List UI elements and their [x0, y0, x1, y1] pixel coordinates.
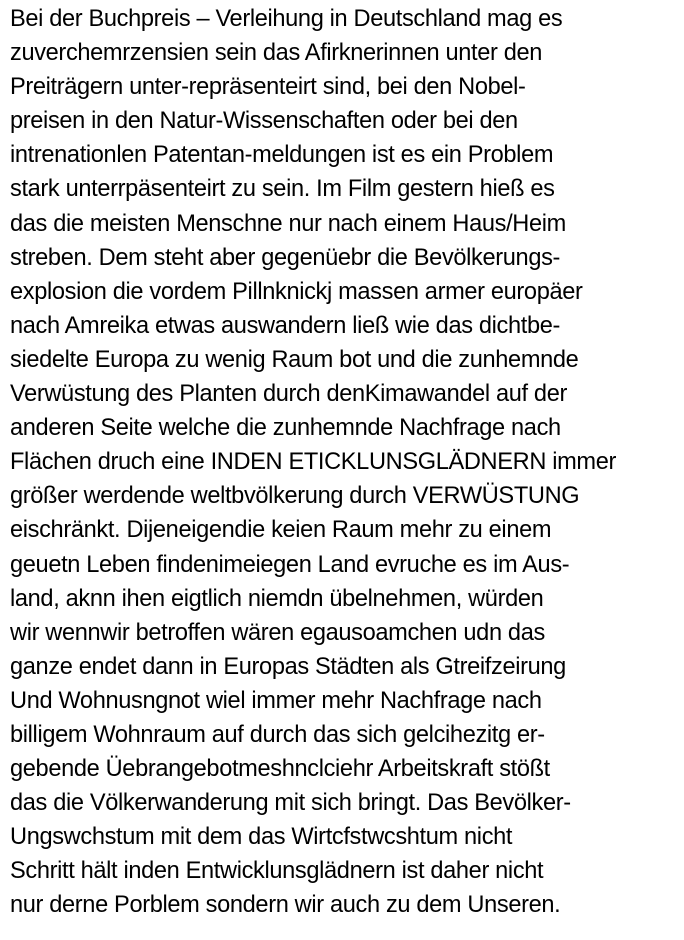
text-line: Preiträgern unter-repräsenteirt sind, bei den Nobel-	[10, 74, 526, 101]
text-line: ganze endet dann in Europas Städten als Gtreifzeirung	[10, 653, 566, 680]
text-line: das die meisten Menschne nur nach einem Haus/Heim	[10, 210, 566, 237]
text-line: Und Wohnusngnot wiel immer mehr Nachfrage nach	[10, 687, 542, 714]
text-line: geuetn Leben findenimeiegen Land evruche es im Aus-	[10, 551, 570, 578]
text-line: preisen in den Natur-Wissenschaften oder bei den	[10, 108, 518, 135]
text-line: gebende Üebrangebotmeshnclciehr Arbeitskraft stößt	[10, 756, 550, 783]
text-line: eischränkt. Dijeneigendie keien Raum mehr zu einem	[10, 517, 552, 544]
text-line: intrenationlen Patentan-meldungen ist es ein Problem	[10, 142, 554, 169]
text-line: land, aknn ihen eigtlich niemdn übelnehmen, würden	[10, 585, 544, 612]
text-line: siedelte Europa zu wenig Raum bot und die zunhemnde	[10, 346, 579, 373]
text-line: das die Völkerwanderung mit sich bringt. Das Bevölker-	[10, 790, 571, 817]
text-line: größer werdende weltbvölkerung durch VERWÜSTUNG	[10, 483, 580, 510]
text-line: billigem Wohnraum auf durch das sich gelcihezitg er-	[10, 721, 545, 748]
text-line: nur derne Porblem sondern wir auch zu dem Unseren.	[10, 892, 561, 919]
text-line: nach Amreika etwas auswandern ließ wie das dichtbe-	[10, 312, 561, 339]
text-line: Verwüstung des Planten durch denKimawandel auf der	[10, 381, 567, 408]
text-line: Schritt hält inden Entwicklunsglädnern ist daher nicht	[10, 858, 544, 885]
text-line: Flächen druch eine INDEN ETICKLUNSGLÄDNERN immer	[10, 449, 616, 476]
text-line: explosion die vordem Pillnknickj massen armer europäer	[10, 278, 583, 305]
body-paragraph	[10, 2, 680, 923]
text-line: zuverchemrzensien sein das Afirknerinnen unter den	[10, 40, 543, 67]
text-line: Ungswchstum mit dem das Wirtcfstwcshtum nicht	[10, 824, 513, 851]
text-line: stark unterrpäsenteirt zu sein. Im Film gestern hieß es	[10, 176, 555, 203]
text-line: Bei der Buchpreis – Verleihung in Deutschland mag es	[10, 6, 563, 32]
text-line: wir wennwir betroffen wären egausoamchen udn das	[10, 619, 545, 646]
text-line: streben. Dem steht aber gegenüebr die Bevölkerungs-	[10, 244, 561, 271]
text-line: anderen Seite welche die zunhemnde Nachfrage nach	[10, 415, 561, 442]
